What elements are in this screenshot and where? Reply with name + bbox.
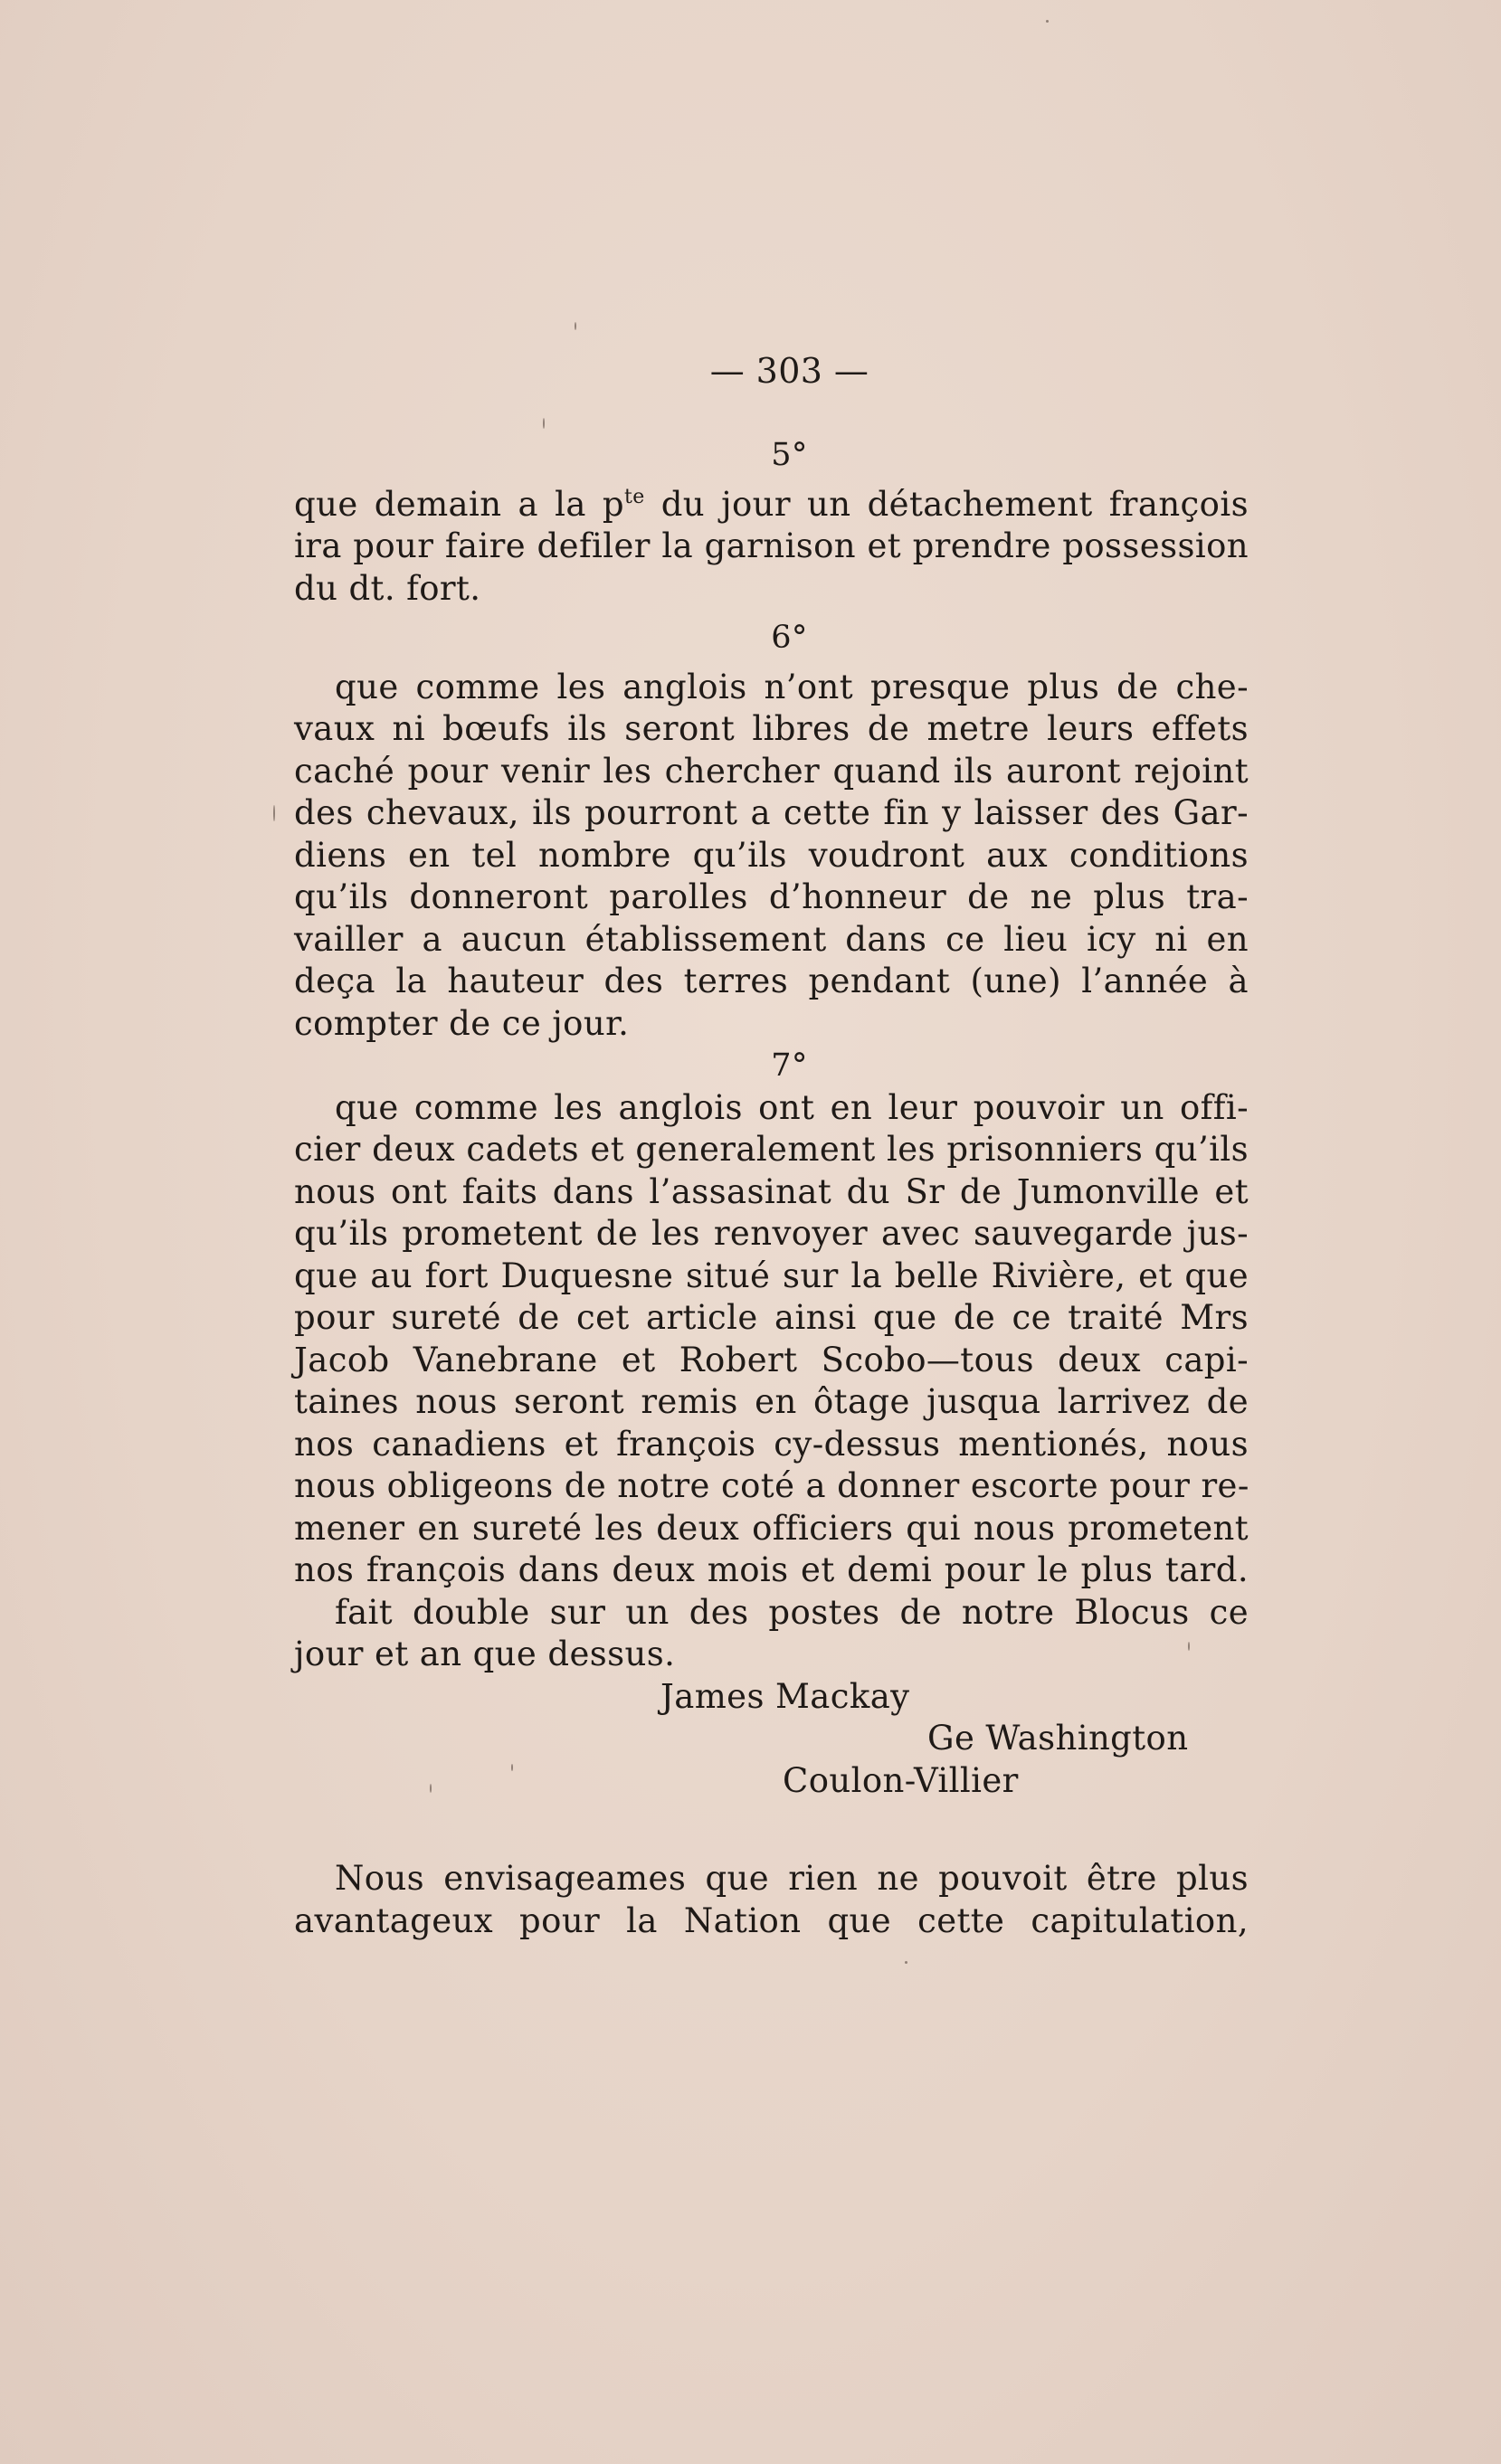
text-line: mener en sureté les deux officiers qui nous prometent bbox=[294, 1508, 1249, 1548]
paper-speck bbox=[1046, 20, 1049, 23]
signature-mackay: James Mackay bbox=[660, 1676, 910, 1716]
text-line: pour sureté de cet article ainsi que de ce traité Mrs bbox=[294, 1298, 1249, 1337]
text-line: que au fort Duquesne situé sur la belle Rivière, et que bbox=[294, 1256, 1249, 1295]
spacer bbox=[294, 1802, 1249, 1858]
paragraph-section-6 bbox=[294, 667, 1249, 1046]
text-line: vaux ni bœufs ils seront libres de metre leurs effets bbox=[294, 709, 1249, 748]
paper-speck bbox=[273, 805, 275, 821]
text-line: Jacob Vanebrane et Robert Scobo—tous deux capi- bbox=[294, 1340, 1249, 1379]
paragraph-final bbox=[294, 1858, 1249, 1942]
text-line: diens en tel nombre qu’ils voudront aux conditions bbox=[294, 835, 1249, 875]
text-line: compter de ce jour. bbox=[294, 1003, 630, 1043]
paper-speck bbox=[575, 322, 576, 330]
text-line: nos canadiens et françois cy-dessus mentionés, nous bbox=[294, 1424, 1249, 1464]
text-line: nos françois dans deux mois et demi pour le plus tard. bbox=[294, 1550, 1249, 1589]
page-number: — 303 — bbox=[709, 351, 869, 391]
text-line: cier deux cadets et generalement les prisonniers qu’ils bbox=[294, 1130, 1249, 1169]
text-line: deça la hauteur des terres pendant (une) l’année à bbox=[294, 962, 1249, 1000]
text-line: nous obligeons de notre coté a donner escorte pour re- bbox=[294, 1466, 1249, 1505]
document-text bbox=[294, 344, 1249, 1942]
paragraph-section-7 bbox=[294, 1087, 1249, 1592]
paragraph-closing bbox=[294, 1592, 1249, 1676]
text-line: que demain a la $p^{te}$ du jour un détachement françois bbox=[294, 484, 1249, 524]
text-line: taines nous seront remis en ôtage jusqua larrivez de bbox=[294, 1382, 1249, 1421]
text-line: vailler a aucun établissement dans ce lieu icy ni en bbox=[294, 919, 1249, 959]
text-line: fait double sur un des postes de notre Blocus ce bbox=[335, 1592, 1249, 1632]
text-line: nous ont faits dans l’assasinat du Sr de Jumonville et bbox=[294, 1171, 1249, 1211]
text-line: des chevaux, ils pourront a cette fin y laisser des Gar- bbox=[294, 793, 1249, 832]
signature-coulon-villier: Coulon-Villier bbox=[783, 1760, 1019, 1800]
section-number: 6° bbox=[771, 620, 808, 656]
signature-washington: Ge Washington bbox=[927, 1719, 1189, 1758]
text-line: caché pour venir les chercher quand ils auront rejoint bbox=[294, 751, 1249, 791]
text-line: jour et an que dessus. bbox=[294, 1635, 676, 1673]
text-line: du dt. fort. bbox=[294, 568, 481, 608]
paper-speck bbox=[905, 1961, 907, 1964]
text-line: que comme les anglois n’ont presque plus de che- bbox=[335, 667, 1249, 706]
text-line: ira pour faire defiler la garnison et prendre possession bbox=[294, 526, 1249, 565]
text-line: qu’ils prometent de les renvoyer avec sauvegarde jus- bbox=[294, 1214, 1249, 1253]
text-line: qu’ils donneront parolles d’honneur de ne plus tra- bbox=[294, 877, 1249, 916]
text-line: avantageux pour la Nation que cette capitulation, bbox=[294, 1900, 1249, 1940]
section-number: 5° bbox=[771, 437, 808, 473]
text-line: que comme les anglois ont en leur pouvoir un offi- bbox=[335, 1087, 1249, 1127]
text-line: Nous envisageames que rien ne pouvoit être plus bbox=[335, 1859, 1249, 1898]
section-number: 7° bbox=[771, 1047, 808, 1084]
superscript: te bbox=[623, 485, 645, 508]
signature-block bbox=[294, 1676, 1249, 1803]
paragraph-section-5 bbox=[294, 477, 1249, 611]
